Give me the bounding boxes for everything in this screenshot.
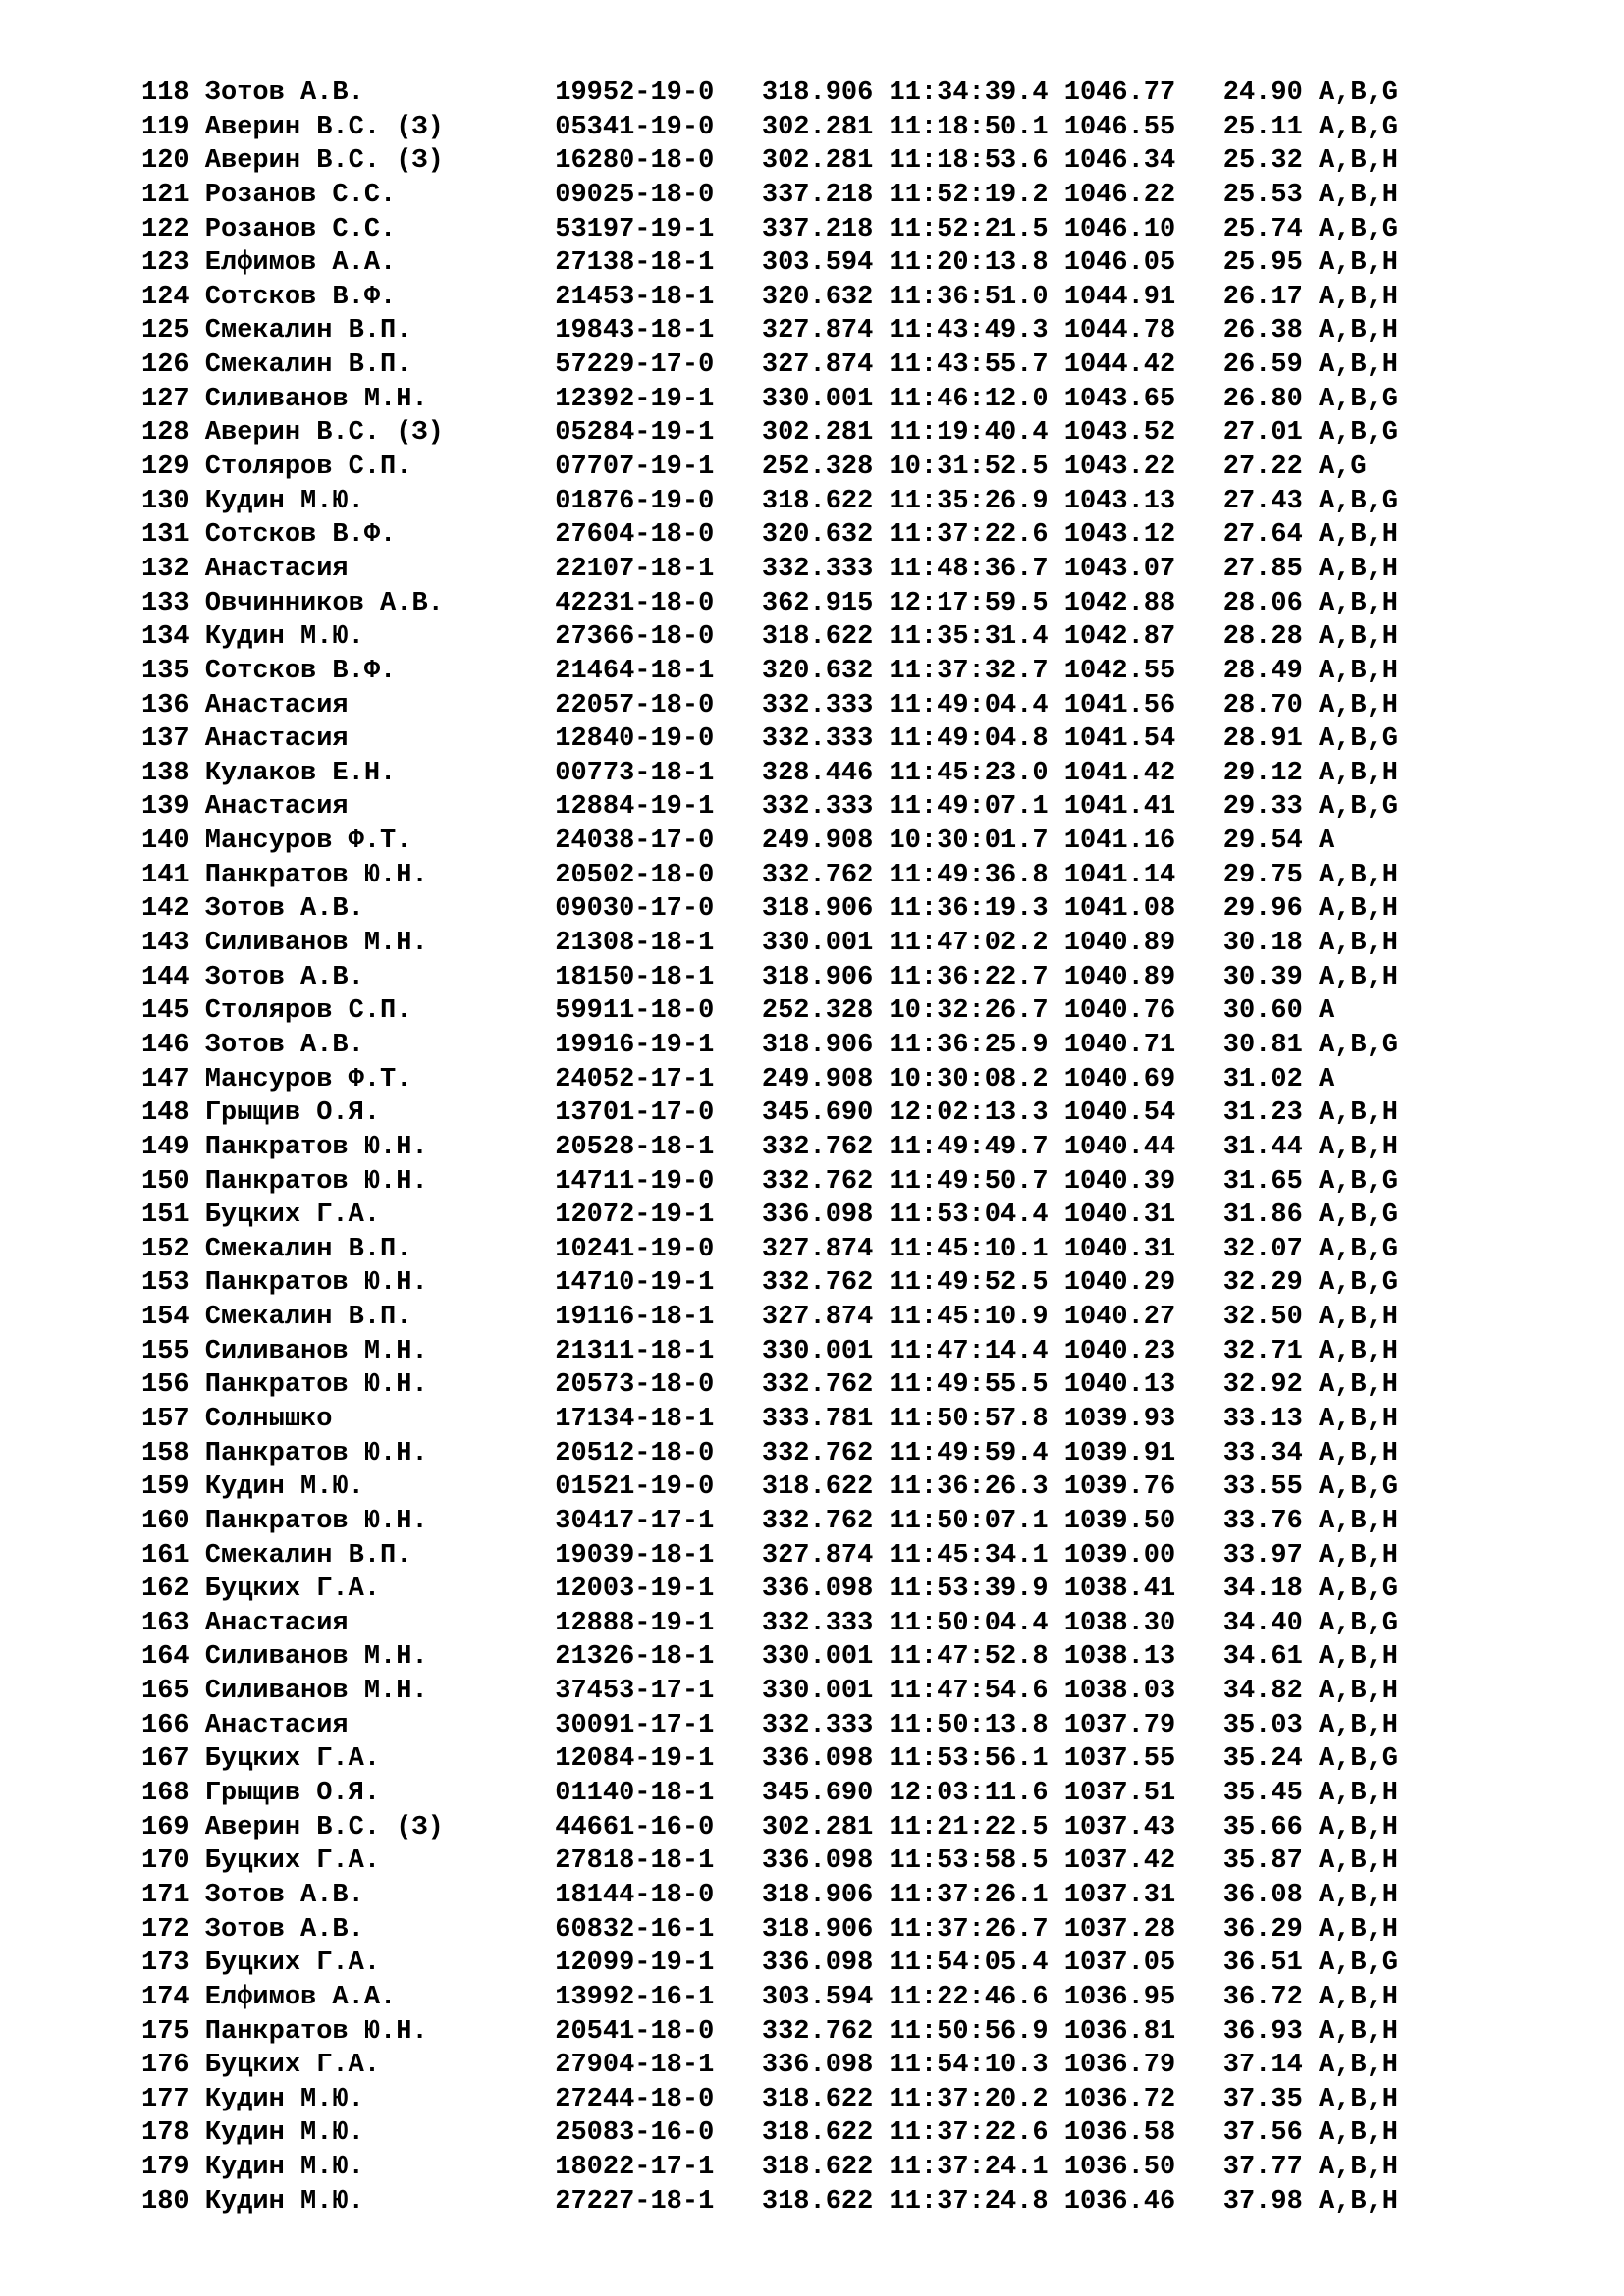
result-row: 136 Анастасия 22057-18-0 332.333 11:49:04.4 1041.56 28.70 A,B,H (141, 690, 1399, 721)
result-row: 176 Буцких Г.А. 27904-18-1 336.098 11:54:10.3 1036.79 37.14 A,B,H (141, 2051, 1399, 2081)
result-row: 137 Анастасия 12840-19-0 332.333 11:49:04.8 1041.54 28.91 A,B,G (141, 724, 1399, 755)
result-row: 173 Буцких Г.А. 12099-19-1 336.098 11:54:05.4 1037.05 36.51 A,B,G (141, 1949, 1399, 1979)
result-row: 175 Панкратов Ю.Н. 20541-18-0 332.762 11:50:56.9 1036.81 36.93 A,B,H (141, 2016, 1399, 2047)
result-row: 180 Кудин М.Ю. 27227-18-1 318.622 11:37:24.8 1036.46 37.98 A,B,H (141, 2186, 1399, 2216)
result-row: 154 Смекалин В.П. 19116-18-1 327.874 11:45:10.9 1040.27 32.50 A,B,H (141, 1303, 1399, 1333)
result-row: 134 Кудин М.Ю. 27366-18-0 318.622 11:35:31.4 1042.87 28.28 A,B,H (141, 622, 1399, 653)
result-row: 127 Силиванов М.Н. 12392-19-1 330.001 11:46:12.0 1043.65 26.80 A,B,G (141, 384, 1399, 414)
result-row: 179 Кудин М.Ю. 18022-17-1 318.622 11:37:24.1 1036.50 37.77 A,B,H (141, 2153, 1399, 2183)
result-row: 158 Панкратов Ю.Н. 20512-18-0 332.762 11:49:59.4 1039.91 33.34 A,B,H (141, 1438, 1399, 1468)
result-row: 167 Буцких Г.А. 12084-19-1 336.098 11:53:56.1 1037.55 35.24 A,B,G (141, 1744, 1399, 1775)
result-row: 145 Столяров С.П. 59911-18-0 252.328 10:32:26.7 1040.76 30.60 A (141, 996, 1335, 1027)
result-row: 155 Силиванов М.Н. 21311-18-1 330.001 11:47:14.4 1040.23 32.71 A,B,H (141, 1336, 1399, 1366)
result-row: 164 Силиванов М.Н. 21326-18-1 330.001 11:47:52.8 1038.13 34.61 A,B,H (141, 1642, 1399, 1673)
result-row: 160 Панкратов Ю.Н. 30417-17-1 332.762 11:50:07.1 1039.50 33.76 A,B,H (141, 1506, 1399, 1536)
result-row: 140 Мансуров Ф.Т. 24038-17-0 249.908 10:30:01.7 1041.16 29.54 A (141, 827, 1335, 857)
result-row: 119 Аверин В.С. (З) 05341-19-0 302.281 11:18:50.1 1046.55 25.11 A,B,G (141, 112, 1399, 142)
result-row: 128 Аверин В.С. (З) 05284-19-1 302.281 11:19:40.4 1043.52 27.01 A,B,G (141, 418, 1399, 449)
result-row: 171 Зотов А.В. 18144-18-0 318.906 11:37:26.1 1037.31 36.08 A,B,H (141, 1880, 1399, 1910)
result-row: 129 Столяров С.П. 07707-19-1 252.328 10:31:52.5 1043.22 27.22 A,G (141, 453, 1367, 483)
result-row: 120 Аверин В.С. (З) 16280-18-0 302.281 11:18:53.6 1046.34 25.32 A,B,H (141, 146, 1399, 177)
result-row: 142 Зотов А.В. 09030-17-0 318.906 11:36:19.3 1041.08 29.96 A,B,H (141, 894, 1399, 925)
result-row: 123 Елфимов А.А. 27138-18-1 303.594 11:20:13.8 1046.05 25.95 A,B,H (141, 248, 1399, 279)
result-row: 121 Розанов С.С. 09025-18-0 337.218 11:52:19.2 1046.22 25.53 A,B,H (141, 180, 1399, 210)
results-list (141, 77, 1398, 2218)
result-row: 131 Сотсков В.Ф. 27604-18-0 320.632 11:37:22.6 1043.12 27.64 A,B,H (141, 520, 1399, 551)
result-row: 157 Солнышко 17134-18-1 333.781 11:50:57.8 1039.93 33.13 A,B,H (141, 1404, 1399, 1434)
result-row: 118 Зотов А.В. 19952-19-0 318.906 11:34:39.4 1046.77 24.90 A,B,G (141, 79, 1399, 108)
result-row: 159 Кудин М.Ю. 01521-19-0 318.622 11:36:26.3 1039.76 33.55 A,B,G (141, 1472, 1399, 1503)
result-row: 174 Елфимов А.А. 13992-16-1 303.594 11:22:46.6 1036.95 36.72 A,B,H (141, 1982, 1399, 2012)
result-row: 169 Аверин В.С. (З) 44661-16-0 302.281 11:21:22.5 1037.43 35.66 A,B,H (141, 1812, 1399, 1842)
result-row: 130 Кудин М.Ю. 01876-19-0 318.622 11:35:26.9 1043.13 27.43 A,B,G (141, 486, 1399, 516)
result-row: 125 Смекалин В.П. 19843-18-1 327.874 11:43:49.3 1044.78 26.38 A,B,H (141, 316, 1399, 347)
result-row: 166 Анастасия 30091-17-1 332.333 11:50:13.8 1037.79 35.03 A,B,H (141, 1710, 1399, 1740)
result-row: 143 Силиванов М.Н. 21308-18-1 330.001 11:47:02.2 1040.89 30.18 A,B,H (141, 929, 1399, 959)
result-row: 165 Силиванов М.Н. 37453-17-1 330.001 11:47:54.6 1038.03 34.82 A,B,H (141, 1677, 1399, 1707)
result-row: 141 Панкратов Ю.Н. 20502-18-0 332.762 11:49:36.8 1041.14 29.75 A,B,H (141, 860, 1399, 890)
result-row: 156 Панкратов Ю.Н. 20573-18-0 332.762 11:49:55.5 1040.13 32.92 A,B,H (141, 1370, 1399, 1401)
result-row: 135 Сотсков В.Ф. 21464-18-1 320.632 11:37:32.7 1042.55 28.49 A,B,H (141, 656, 1399, 686)
result-row: 168 Грыщив О.Я. 01140-18-1 345.690 12:03:11.6 1037.51 35.45 A,B,H (141, 1779, 1399, 1809)
result-row: 138 Кулаков Е.Н. 00773-18-1 328.446 11:45:23.0 1041.42 29.12 A,B,H (141, 758, 1399, 788)
result-row: 146 Зотов А.В. 19916-19-1 318.906 11:36:25.9 1040.71 30.81 A,B,G (141, 1030, 1399, 1060)
result-row: 170 Буцких Г.А. 27818-18-1 336.098 11:53:58.5 1037.42 35.87 A,B,H (141, 1846, 1399, 1877)
result-row: 147 Мансуров Ф.Т. 24052-17-1 249.908 10:30:08.2 1040.69 31.02 A (141, 1064, 1335, 1095)
result-row: 124 Сотсков В.Ф. 21453-18-1 320.632 11:36:51.0 1044.91 26.17 A,B,H (141, 282, 1399, 312)
result-row: 162 Буцких Г.А. 12003-19-1 336.098 11:53:39.9 1038.41 34.18 A,B,G (141, 1575, 1399, 1605)
result-row: 139 Анастасия 12884-19-1 332.333 11:49:07.1 1041.41 29.33 A,B,G (141, 792, 1399, 823)
result-row: 152 Смекалин В.П. 10241-19-0 327.874 11:45:10.1 1040.31 32.07 A,B,G (141, 1234, 1399, 1264)
result-row: 132 Анастасия 22107-18-1 332.333 11:48:36.7 1043.07 27.85 A,B,H (141, 554, 1399, 584)
result-row: 178 Кудин М.Ю. 25083-16-0 318.622 11:37:22.6 1036.58 37.56 A,B,H (141, 2118, 1399, 2149)
result-row: 133 Овчинников А.В. 42231-18-0 362.915 12:17:59.5 1042.88 28.06 A,B,H (141, 588, 1399, 618)
result-row: 161 Смекалин В.П. 19039-18-1 327.874 11:45:34.1 1039.00 33.97 A,B,H (141, 1540, 1399, 1571)
result-row: 144 Зотов А.В. 18150-18-1 318.906 11:36:22.7 1040.89 30.39 A,B,H (141, 962, 1399, 992)
result-row: 163 Анастасия 12888-19-1 332.333 11:50:04.4 1038.30 34.40 A,B,G (141, 1608, 1399, 1638)
result-row: 177 Кудин М.Ю. 27244-18-0 318.622 11:37:20.2 1036.72 37.35 A,B,H (141, 2084, 1399, 2114)
result-row: 126 Смекалин В.П. 57229-17-0 327.874 11:43:55.7 1044.42 26.59 A,B,H (141, 350, 1399, 381)
result-row: 122 Розанов С.С. 53197-19-1 337.218 11:52:21.5 1046.10 25.74 A,B,G (141, 214, 1399, 244)
result-row: 153 Панкратов Ю.Н. 14710-19-1 332.762 11:49:52.5 1040.29 32.29 A,B,G (141, 1268, 1399, 1299)
result-row: 149 Панкратов Ю.Н. 20528-18-1 332.762 11:49:49.7 1040.44 31.44 A,B,H (141, 1132, 1399, 1162)
result-row: 172 Зотов А.В. 60832-16-1 318.906 11:37:26.7 1037.28 36.29 A,B,H (141, 1914, 1399, 1945)
result-row: 150 Панкратов Ю.Н. 14711-19-0 332.762 11:49:50.7 1040.39 31.65 A,B,G (141, 1166, 1399, 1197)
result-row: 151 Буцких Г.А. 12072-19-1 336.098 11:53:04.4 1040.31 31.86 A,B,G (141, 1201, 1399, 1231)
result-row: 148 Грыщив О.Я. 13701-17-0 345.690 12:02:13.3 1040.54 31.23 A,B,H (141, 1098, 1399, 1129)
